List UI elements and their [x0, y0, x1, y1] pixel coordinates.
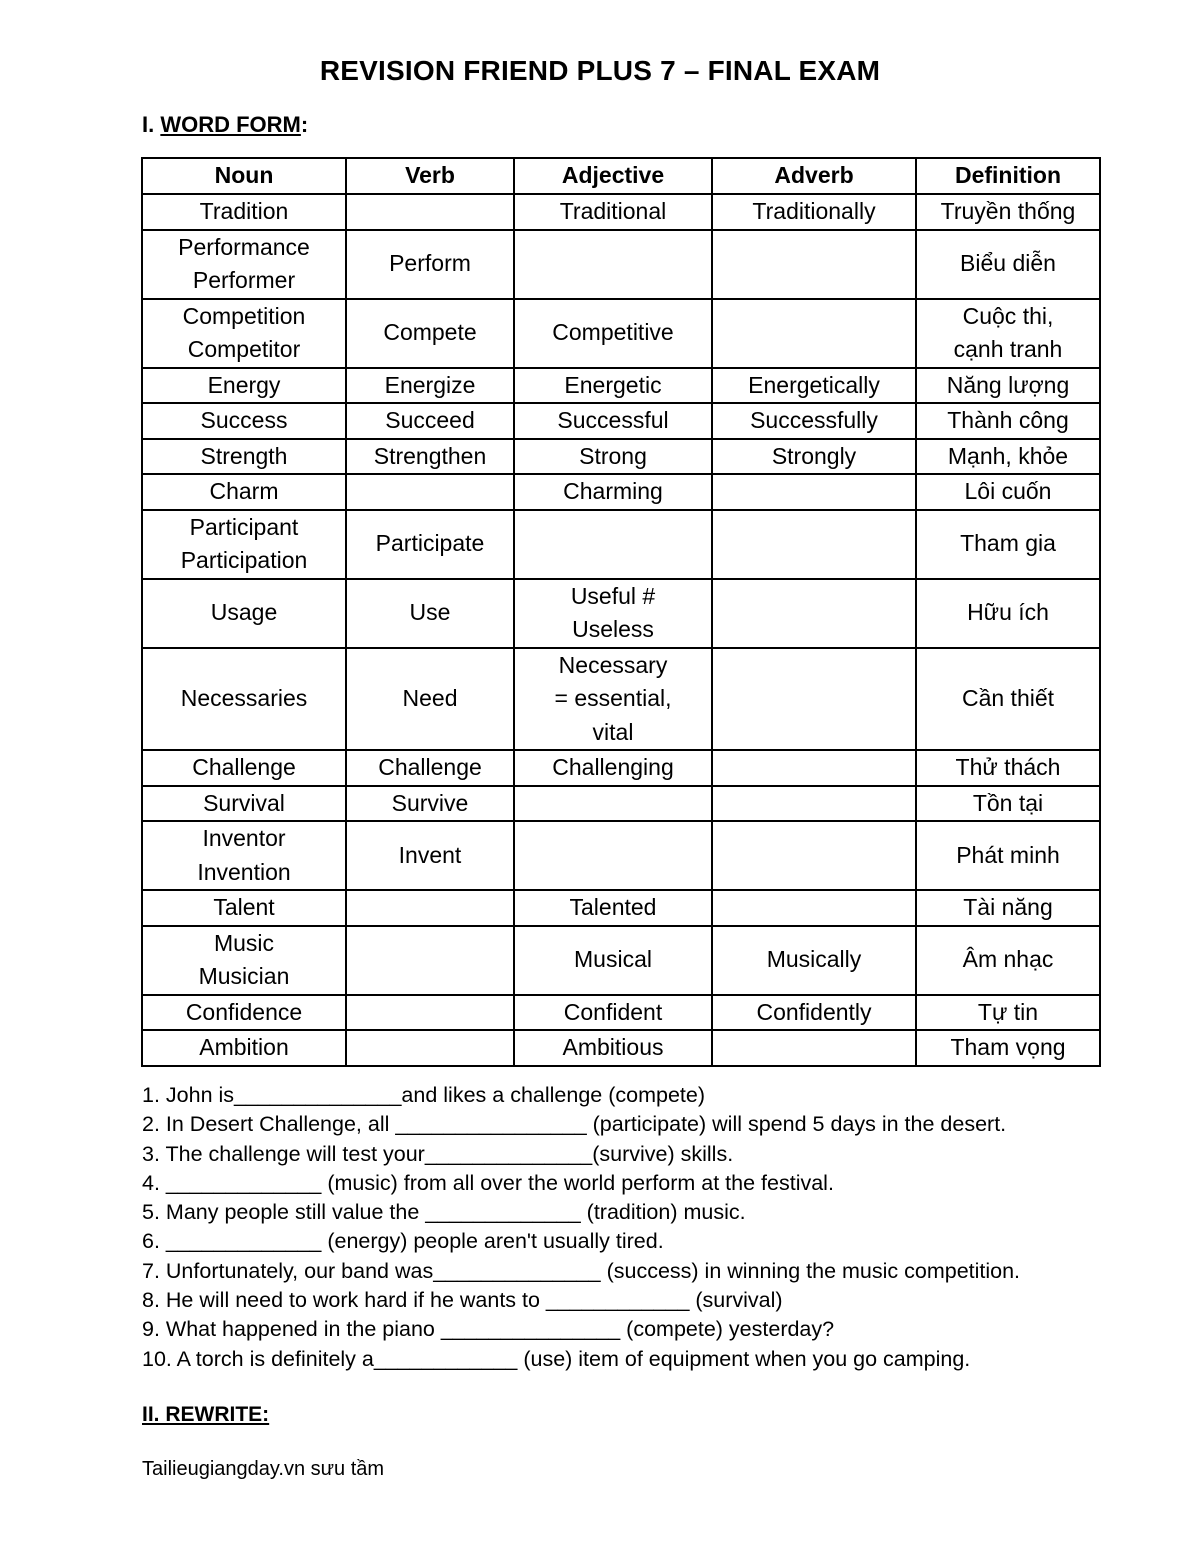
table-cell: Participant Participation	[142, 510, 346, 579]
exercise-item: 8. He will need to work hard if he wants to ____________ (survival)	[142, 1288, 783, 1313]
exercise-item: 10. A torch is definitely a____________ (use) item of equipment when you go camping.	[142, 1346, 971, 1371]
exercise-item: 3. The challenge will test your______________(survive) skills.	[142, 1141, 734, 1166]
table-row	[142, 368, 1100, 404]
header-cell: Verb	[346, 158, 514, 194]
table-cell: Strong	[514, 439, 712, 475]
table-cell: Challenge	[346, 750, 514, 786]
table-cell: Perform	[346, 230, 514, 299]
table-row	[142, 648, 1100, 751]
table-cell: Năng lượng	[916, 368, 1100, 404]
table-cell: Survive	[346, 786, 514, 822]
table-cell: Strongly	[712, 439, 916, 475]
table-cell: Usage	[142, 579, 346, 648]
section-colon: :	[300, 112, 309, 137]
table-cell: Ambitious	[514, 1030, 712, 1066]
exercise-item: 2. In Desert Challenge, all ________________ (participate) will spend 5 days in the desert.	[142, 1112, 1007, 1137]
table-cell: Tham gia	[916, 510, 1100, 579]
table-cell: Cuộc thi, cạnh tranh	[916, 299, 1100, 368]
header-cell: Noun	[142, 158, 346, 194]
table-cell: Competition Competitor	[142, 299, 346, 368]
table-row	[142, 194, 1100, 230]
table-cell	[346, 1030, 514, 1066]
table-row	[142, 786, 1100, 822]
table-cell: Compete	[346, 299, 514, 368]
exercise-item: 1. John is______________and likes a challenge (compete)	[142, 1083, 705, 1107]
table-cell: Phát minh	[916, 821, 1100, 890]
table-row	[142, 579, 1100, 648]
table-row	[142, 995, 1100, 1031]
exercise-list	[142, 1081, 1020, 1374]
table-cell: Talent	[142, 890, 346, 926]
table-cell: Tham vọng	[916, 1030, 1100, 1066]
table-cell: Lôi cuốn	[916, 474, 1100, 510]
table-cell: Charm	[142, 474, 346, 510]
table-cell: Participate	[346, 510, 514, 579]
table-cell: Successful	[514, 403, 712, 439]
page-title: REVISION FRIEND PLUS 7 – FINAL EXAM	[319, 55, 881, 86]
table-cell: Useful # Useless	[514, 579, 712, 648]
section-number: I.	[142, 112, 161, 137]
table-cell: Performance Performer	[142, 230, 346, 299]
section-label: WORD FORM	[160, 112, 301, 137]
header-cell: Adverb	[712, 158, 916, 194]
table-cell: Biểu diễn	[916, 230, 1100, 299]
table-row	[142, 926, 1100, 995]
table-cell: Confidently	[712, 995, 916, 1031]
table-cell	[712, 648, 916, 751]
table-cell	[514, 786, 712, 822]
table-cell	[346, 926, 514, 995]
section-heading-word-form	[142, 112, 308, 138]
table-cell: Survival	[142, 786, 346, 822]
table-cell: Competitive	[514, 299, 712, 368]
table-cell: Âm nhạc	[916, 926, 1100, 995]
exercise-item: 7. Unfortunately, our band was______________ (success) in winning the music competition.	[142, 1258, 1021, 1283]
table-cell: Tự tin	[916, 995, 1100, 1031]
table-cell: Thành công	[916, 403, 1100, 439]
table-cell: Talented	[514, 890, 712, 926]
exercise-item: 5. Many people still value the _____________ (tradition) music.	[142, 1200, 746, 1225]
table-cell: Ambition	[142, 1030, 346, 1066]
exercise-item: 9. What happened in the piano _______________ (compete) yesterday?	[142, 1317, 835, 1342]
table-cell: Invent	[346, 821, 514, 890]
table-cell: Challenging	[514, 750, 712, 786]
table-cell: Mạnh, khỏe	[916, 439, 1100, 475]
table-cell: Musical	[514, 926, 712, 995]
table-header-row	[142, 158, 1100, 194]
table-row	[142, 403, 1100, 439]
table-cell: Use	[346, 579, 514, 648]
table-cell	[346, 474, 514, 510]
exercise-item: 4. _____________ (music) from all over the world perform at the festival.	[142, 1170, 834, 1195]
table-cell: Tradition	[142, 194, 346, 230]
table-cell: Energetically	[712, 368, 916, 404]
table-row	[142, 474, 1100, 510]
table-cell: Necessary = essential, vital	[514, 648, 712, 751]
header-cell: Definition	[916, 158, 1100, 194]
table-cell: Success	[142, 403, 346, 439]
table-cell: Cần thiết	[916, 648, 1100, 751]
table-cell: Traditionally	[712, 194, 916, 230]
table-cell	[712, 890, 916, 926]
table-row	[142, 510, 1100, 579]
table-cell: Challenge	[142, 750, 346, 786]
table-cell: Confident	[514, 995, 712, 1031]
table-cell: Charming	[514, 474, 712, 510]
table-cell	[346, 890, 514, 926]
table-cell	[712, 230, 916, 299]
table-cell: Strength	[142, 439, 346, 475]
table-cell	[712, 821, 916, 890]
exercise-item: 6. _____________ (energy) people aren't usually tired.	[142, 1229, 664, 1254]
table-cell	[346, 995, 514, 1031]
table-cell	[514, 821, 712, 890]
table-row	[142, 821, 1100, 890]
table-cell	[514, 230, 712, 299]
table-row	[142, 1030, 1100, 1066]
table-cell: Energize	[346, 368, 514, 404]
table-cell	[712, 786, 916, 822]
table-cell: Confidence	[142, 995, 346, 1031]
source-credit: Tailieugiangday.vn sưu tầm	[142, 1458, 385, 1480]
table-row	[142, 890, 1100, 926]
table-cell	[346, 194, 514, 230]
table-cell: Truyền thống	[916, 194, 1100, 230]
header-cell: Adjective	[514, 158, 712, 194]
table-cell: Hữu ích	[916, 579, 1100, 648]
table-cell: Music Musician	[142, 926, 346, 995]
table-cell: Tồn tại	[916, 786, 1100, 822]
table-cell	[712, 299, 916, 368]
table-cell	[712, 750, 916, 786]
table-row	[142, 230, 1100, 299]
word-form-table	[141, 157, 1101, 1067]
table-cell: Successfully	[712, 403, 916, 439]
table-cell: Need	[346, 648, 514, 751]
table-cell	[712, 579, 916, 648]
table-cell	[712, 1030, 916, 1066]
table-cell: Energetic	[514, 368, 712, 404]
table-cell: Necessaries	[142, 648, 346, 751]
table-body	[142, 194, 1100, 1066]
table-cell: Strengthen	[346, 439, 514, 475]
table-cell: Traditional	[514, 194, 712, 230]
table-cell	[514, 510, 712, 579]
table-cell	[712, 510, 916, 579]
table-cell	[712, 474, 916, 510]
table-cell: Inventor Invention	[142, 821, 346, 890]
table-row	[142, 299, 1100, 368]
table-cell: Energy	[142, 368, 346, 404]
table-cell: Tài năng	[916, 890, 1100, 926]
table-row	[142, 439, 1100, 475]
table-row	[142, 750, 1100, 786]
table-cell: Thử thách	[916, 750, 1100, 786]
table-cell: Succeed	[346, 403, 514, 439]
table-cell: Musically	[712, 926, 916, 995]
section-heading-rewrite: II. REWRITE:	[142, 1403, 270, 1426]
